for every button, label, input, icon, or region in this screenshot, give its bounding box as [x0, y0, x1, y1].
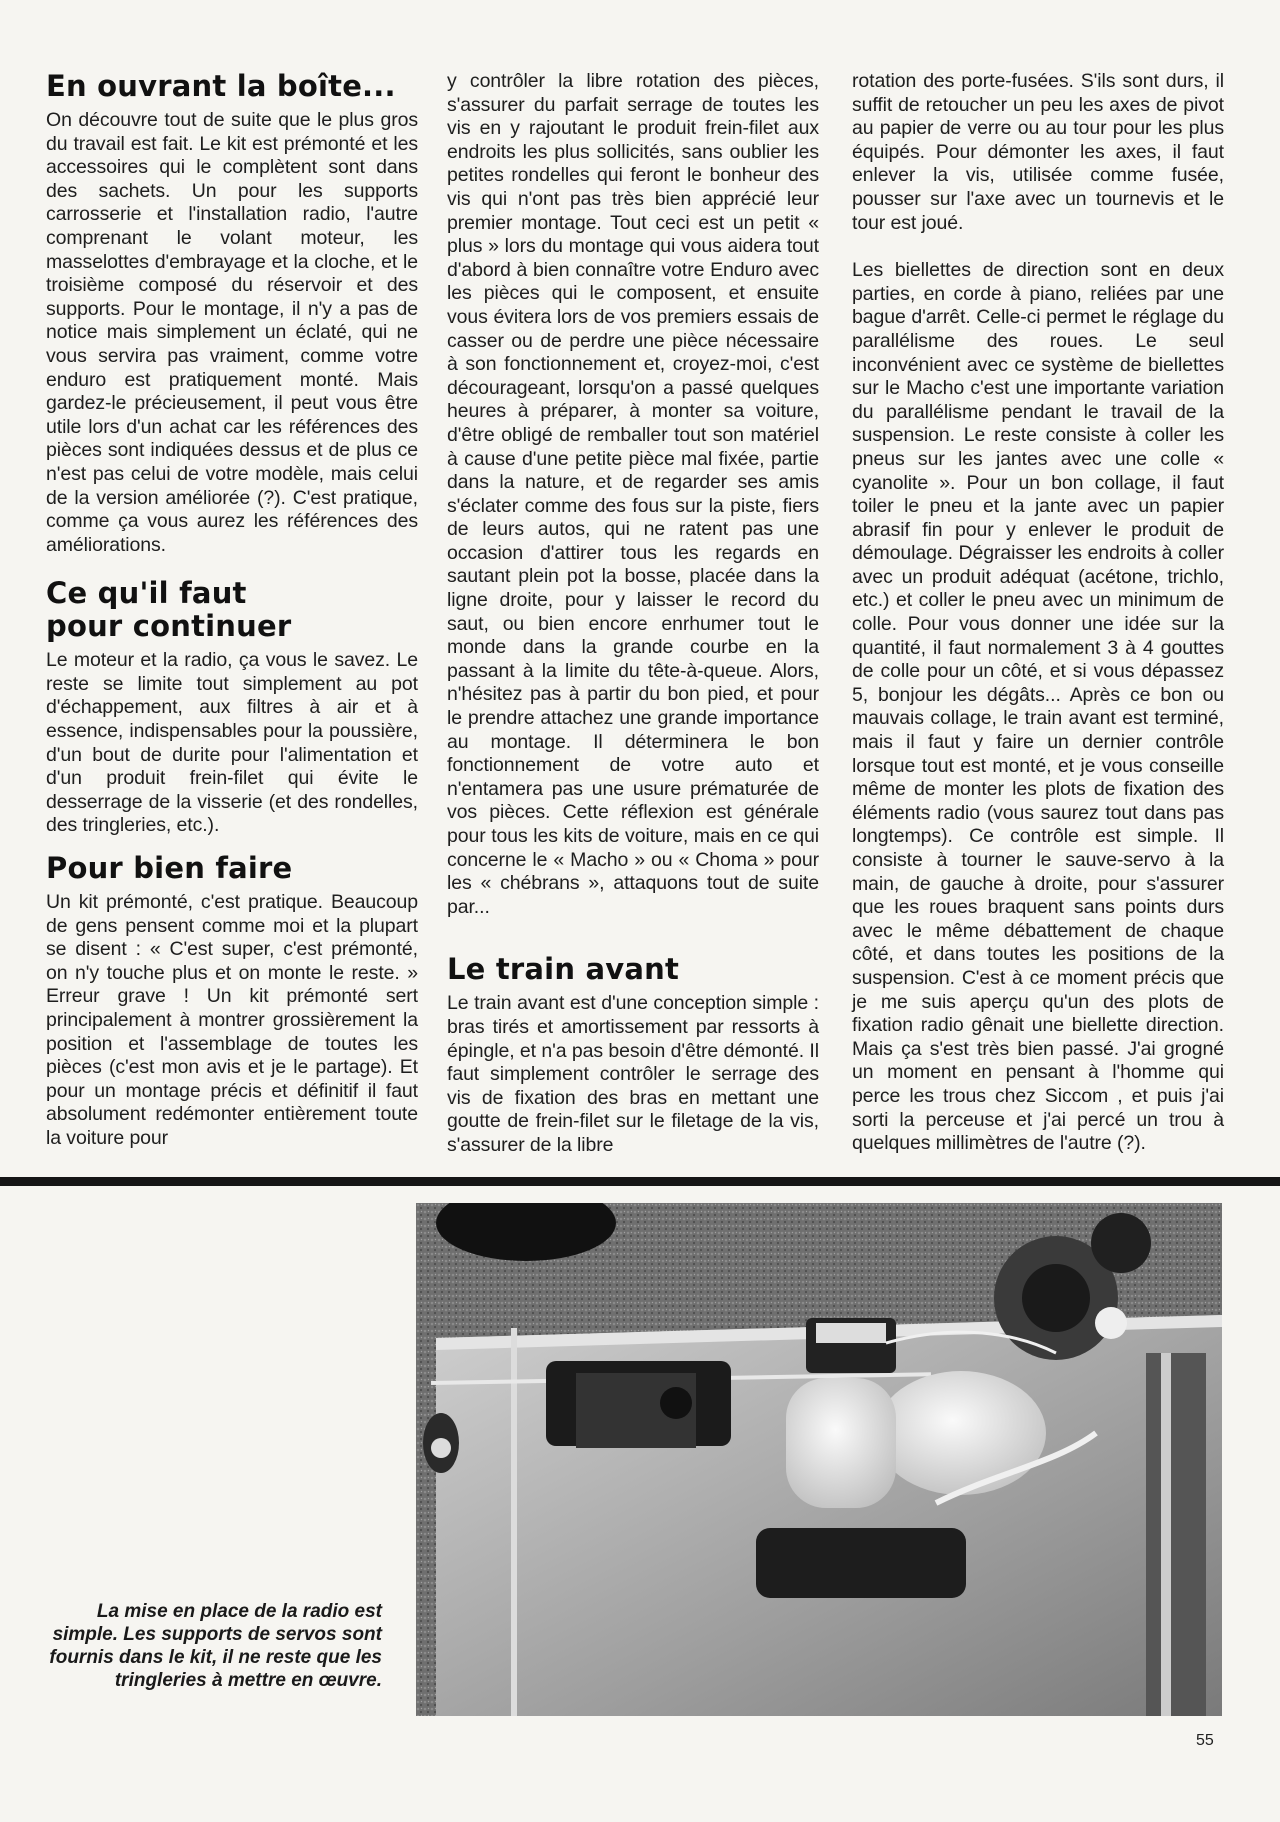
heading-en-ouvrant: En ouvrant la boîte...: [46, 69, 396, 103]
paragraph: Le train avant est d'une conception simple : bras tirés et amortissement par ressorts à épingle, et n'a pas besoin d'être démonté. Il faut simplement contrôler le serrage des vis de fixation des bras en mettant une goutte de frein-filet sur le filetage de la vis, s'assurer de la libre: [447, 992, 819, 1156]
paragraph: Le moteur et la radio, ça vous le savez. Le reste se limite tout simplement au pot d'échappement, aux filtres à air et à essence, indispensables pour la poussière, d'un bout de durite pour l'alimentation et d'un produit frein-filet qui évite le desserrage de la visserie (et des rondelles, des tringleries, etc.).: [46, 649, 418, 837]
photo-caption: La mise en place de la radio est simple. Les supports de servos sont fournis dans le kit, il ne reste que les tringleries à mettre en œuvre.: [49, 1601, 382, 1691]
column-3: [852, 70, 1224, 1156]
column-1: [46, 70, 418, 1151]
heading-train-avant: Le train avant: [447, 952, 680, 987]
column-2: [447, 70, 819, 1158]
paragraph: rotation des porte-fusées. S'ils sont durs, il suffit de retoucher un peu les axes de pivot au papier de verre ou au tour pour les plus équipés. Pour démonter les axes, il faut enlever la vis, utilisée comme fusée, pousser sur l'axe avec un tournevis et le tour est joué.: [852, 70, 1224, 234]
heading-ce-quil-faut: Ce qu'il faut pour continuer: [46, 576, 292, 644]
paragraph: Un kit prémonté, c'est pratique. Beaucoup de gens pensent comme moi et la plupart se disent : « C'est super, c'est prémonté, on n'y touche plus et on monte le reste. » Erreur grave ! Un kit prémonté sert principalement à montrer grossièrement la position et l'assemblage de toutes les pièces (c'est mon avis et je le partage). Et pour un montage précis et définitif il faut absolument redémonter entièrement toute la voiture pour: [46, 891, 418, 1149]
section-divider: [0, 1177, 1280, 1186]
page-number: 55: [1196, 1732, 1214, 1749]
paragraph: On découvre tout de suite que le plus gros du travail est fait. Le kit est prémonté et les accessoires qui le complètent sont dans des sachets. Un pour les supports carrosserie et l'installation radio, l'autre comprenant le volant moteur, les masselottes d'embrayage et la cloche, et le troisième composé du réservoir et des supports. Pour le montage, il n'y a pas de notice mais simplement un éclaté, qui ne vous servira pas vraiment, comme votre enduro est pratiquement monté. Mais gardez-le précieusement, il peut vous être utile lors d'un achat car les références des pièces sont indiquées dessus et de plus ce n'est pas celui de votre modèle, mais celui de la version améliorée (?). C'est pratique, comme ça vous aurez les références des améliorations.: [46, 109, 418, 556]
chassis-photo: [416, 1203, 1222, 1716]
heading-pour-bien-faire: Pour bien faire: [46, 851, 293, 886]
paragraph: Les biellettes de direction sont en deux parties, en corde à piano, reliées par une bague d'arrêt. Celle-ci permet le réglage du parallélisme des roues. Le seul inconvénient avec ce système de biellettes sur le Macho c'est une importante variation du parallélisme pendant le travail de la suspension. Le reste consiste à coller les pneus sur les jantes avec une colle « cyanolite ». Pour un bon collage, il faut toiler le pneu et la jante avec un papier abrasif fin pour y enlever le produit de démoulage. Dégraisser les endroits à coller avec un produit adéquat (acétone, trichlo, etc.) et coller le pneu avec un minimum de colle. Pour vous donner une idée sur la quantité, il faut normalement 3 à 4 gouttes de colle pour un côté, et si vous dépassez 5, bonjour les dégâts... Après ce bon ou mauvais collage, le train avant est terminé, mais il faut y faire un dernier contrôle lorsque tout est monté, et je vous conseille même de monter les plots de fixation des éléments radio (vous saurez tout dans pas longtemps). Ce contrôle est simple. Il consiste à tourner le sauve-servo à la main, de gauche à droite, pour s'assurer que les roues braquent sans points durs avec le même débattement de chaque côté, et dans toutes les positions de la suspension. C'est à ce moment précis que je me suis aperçu qu'un des plots de fixation radio gênait une biellette direction. Mais ça s'est très bien passé. J'ai grogné un moment en pensant à l'homme qui perce les trous chez Siccom , et puis j'ai sorti la perceuse et j'ai percé un trou à quelques millimètres de l'autre (?).: [852, 259, 1224, 1155]
paragraph: y contrôler la libre rotation des pièces, s'assurer du parfait serrage de toutes les vis en y rajoutant le produit frein-filet aux endroits les plus sollicités, sans oublier les petites rondelles qui feront le bonheur des vis qui n'ont pas très bien apprécié leur premier montage. Tout ceci est un petit « plus » lors du montage qui vous aidera tout d'abord à bien connaître votre Enduro avec les pièces qui le composent, et ensuite vous évitera lors de vos premiers essais de casser ou de perdre une pièce nécessaire à son fonctionnement et, croyez-moi, c'est décourageant, lorsqu'on a passé quelques heures à préparer, à monter sa voiture, d'être obligé de remballer tout son matériel à cause d'une petite pièce mal fixée, partie dans la nature, et de regarder ses amis s'éclater comme des fous sur la piste, fiers de leurs autos, qui ne ratent pas une occasion d'attirer tous les regards en sautant plein pot la bosse, placée dans la ligne droite, pour y laisser le record du saut, ou bien encore enrhumer tout le monde dans la grande courbe en la passant à la limite du tête-à-queue. Alors, n'hésitez pas à partir du bon pied, et pour le prendre attachez une grande importance au montage. Il déterminera le bon fonctionnement de votre auto et n'entamera pas une usure prématurée de vos pièces. Cette réflexion est générale pour tous les kits de voiture, mais en ce qui concerne le « Macho » ou « Choma » pour les « chébrans », attaquons tout de suite par...: [447, 70, 819, 918]
